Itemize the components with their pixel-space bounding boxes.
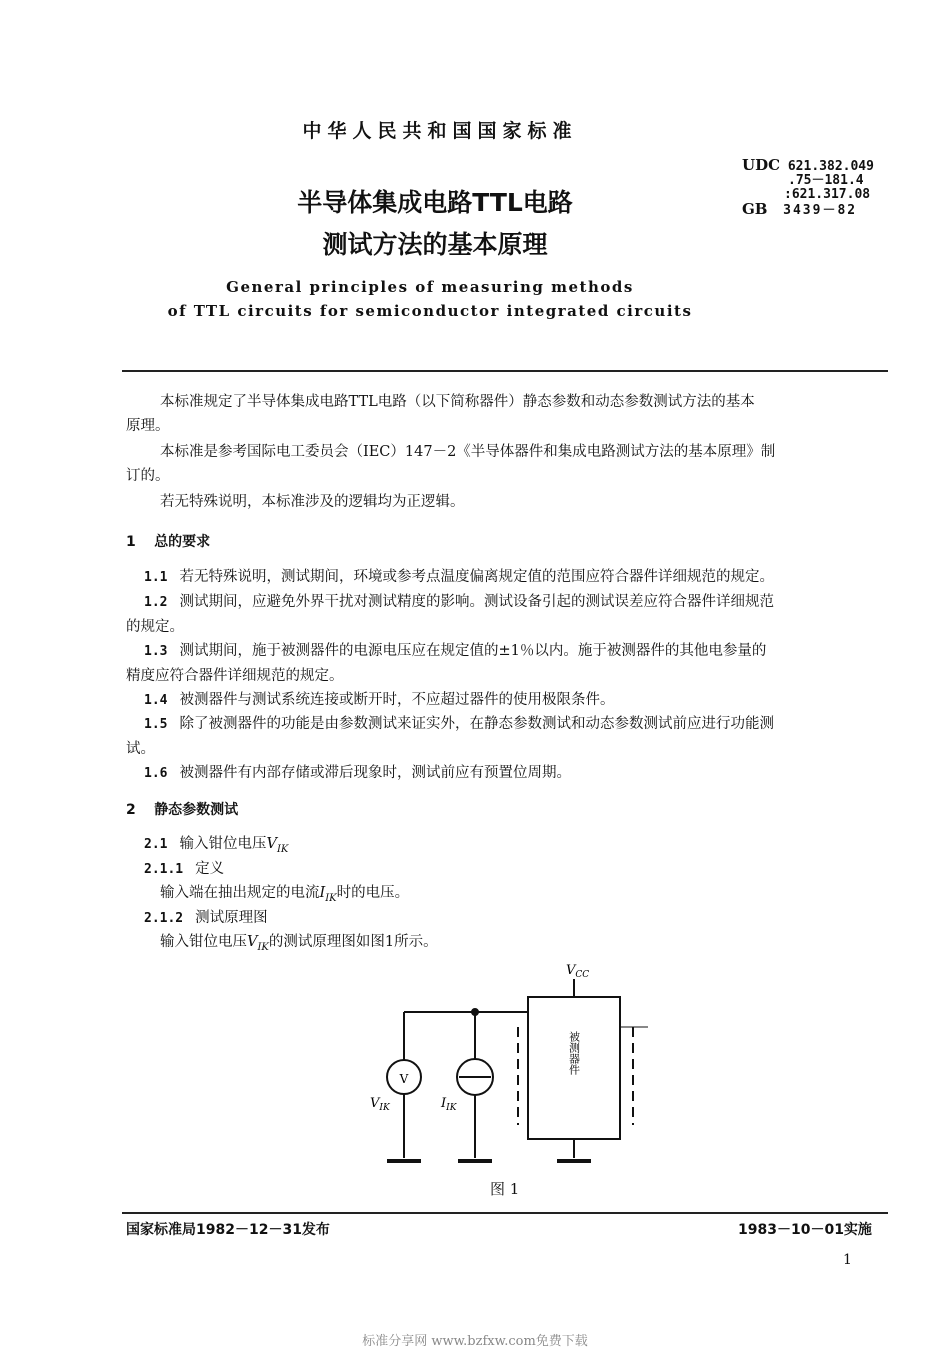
section-2-title: 静态参数测试 <box>154 802 239 818</box>
vcc-label <box>566 963 589 980</box>
vcc-sub: CC <box>575 970 590 980</box>
title-en-line2: of TTL circuits for semiconductor integrated circuits <box>167 302 693 320</box>
intro-paragraph-3 <box>126 490 886 514</box>
clause-line1 <box>126 590 886 615</box>
clause-2-1-2-title: 测试原理图 <box>195 910 268 926</box>
symbol-v: V <box>247 934 258 950</box>
issue-date: 国家标准局1982－12－31发布 <box>126 1222 330 1238</box>
national-standard-header: 中华人民共和国国家标准 <box>302 120 578 142</box>
effective-date: 1983－10－01实施 <box>738 1222 872 1238</box>
footer-rule <box>122 1212 888 1214</box>
udc-label: UDC <box>742 156 781 174</box>
clause-number: 1.4 <box>144 693 168 708</box>
title-cn-line2: 测试方法的基本原理 <box>322 230 548 259</box>
title-en-line1: General principles of measuring methods <box>226 278 634 296</box>
intro-p2-line2: 订的。 <box>126 468 170 484</box>
clause-line2: 精度应符合器件详细规范的规定。 <box>126 668 344 684</box>
iik-label <box>440 1096 458 1113</box>
intro-p1-line1: 本标准规定了半导体集成电路TTL电路（以下简称器件）静态参数和动态参数测试方法的基本 <box>160 394 755 410</box>
clause-line1 <box>126 712 886 737</box>
title-cn-line1: 半导体集成电路TTL电路 <box>297 188 573 217</box>
section-1-heading <box>126 530 886 554</box>
clause-line1 <box>126 565 886 590</box>
gb-label: GB <box>742 200 768 218</box>
clause-number: 1.1 <box>144 570 168 585</box>
iik-i: I <box>441 1096 447 1111</box>
clause-1-2 <box>126 590 886 639</box>
junction-dot <box>472 1009 478 1015</box>
clause-2-1-2-body-post: 的测试原理图如图1所示。 <box>268 934 438 950</box>
clause-1-4 <box>126 688 886 713</box>
clause-2-1-2-number: 2.1.2 <box>144 911 184 926</box>
clause-line2: 试。 <box>126 741 155 757</box>
clause-2-1-1 <box>126 857 904 882</box>
clause-2-1-number: 2.1 <box>144 837 168 852</box>
clause-text: 被测器件有内部存储或滞后现象时，测试前应有预置位周期。 <box>179 765 571 781</box>
symbol-sub: IK <box>276 843 289 855</box>
clause-number: 1.3 <box>144 644 168 659</box>
clause-2-1-1-body-post: 时的电压。 <box>336 885 410 901</box>
udc-line2: .75－181.4 <box>788 173 864 188</box>
clause-text: 除了被测器件的功能是由参数测试来证实外，在静态参数测试和动态参数测试前应进行功能测 <box>179 716 774 732</box>
symbol-i: I <box>319 885 326 901</box>
intro-paragraph-2 <box>126 440 886 488</box>
iik-sub: IK <box>446 1103 457 1113</box>
clause-2-1-1-body-pre: 输入端在抽出规定的电流 <box>160 885 320 901</box>
clause-text: 测试期间，施于被测器件的电源电压应在规定值的±1％以内。施于被测器件的其他电参量的 <box>179 643 767 659</box>
voltmeter-symbol: V <box>399 1072 409 1086</box>
symbol-v: V <box>266 836 277 852</box>
page-number: 1 <box>843 1252 852 1268</box>
section-2-number: 2 <box>126 802 136 818</box>
clause-line2: 的规定。 <box>126 619 184 635</box>
symbol-sub: IK <box>325 892 337 904</box>
clause-line1 <box>126 761 886 786</box>
clause-2-1-text: 输入钳位电压 <box>179 836 267 852</box>
clause-text: 测试期间，应避免外界干扰对测试精度的影响。测试设备引起的测试误差应符合器件详细规范 <box>179 594 774 610</box>
clause-2-1-1-number: 2.1.1 <box>144 862 184 877</box>
clause-2-1-1-title: 定义 <box>195 861 225 877</box>
symbol-sub: IK <box>257 941 269 953</box>
dut-label: 被测器件 <box>567 1031 581 1075</box>
clause-number: 1.5 <box>144 717 168 732</box>
clause-text: 被测器件与测试系统连接或断开时，不应超过器件的使用极限条件。 <box>179 692 615 708</box>
clause-2-1-2-body-pre: 输入钳位电压 <box>160 934 247 950</box>
header-rule <box>122 370 888 372</box>
vik-sub: IK <box>379 1103 390 1113</box>
vik-label <box>370 1096 391 1113</box>
intro-p3: 若无特殊说明，本标准涉及的逻辑均为正逻辑。 <box>160 494 465 510</box>
section-2-heading <box>126 798 886 822</box>
clause-text: 若无特殊说明，测试期间，环境或参考点温度偏离规定值的范围应符合器件详细规范的规定。 <box>179 569 774 585</box>
figure-1-circuit <box>0 955 950 1195</box>
watermark: 标准分享网 www.bzfxw.com免费下载 <box>362 1334 588 1349</box>
vik-v: V <box>370 1096 380 1111</box>
figure-1-caption: 图 1 <box>490 1180 520 1198</box>
clause-1-3 <box>126 639 886 688</box>
clause-line1 <box>126 639 886 664</box>
udc-line3: :621.317.08 <box>784 187 871 202</box>
section-1-title: 总的要求 <box>154 534 211 550</box>
clause-1-1 <box>126 565 886 590</box>
intro-paragraph-1 <box>126 390 886 438</box>
intro-p2-line1: 本标准是参考国际电工委员会（IEC）147－2《半导体器件和集成电路测试方法的基本原理》制 <box>160 444 776 460</box>
clause-line1 <box>126 688 886 713</box>
gb-number: 3439－82 <box>783 203 858 218</box>
clause-1-6 <box>126 761 886 786</box>
section-1-number: 1 <box>126 534 136 550</box>
udc-line1: 621.382.049 <box>787 159 874 174</box>
vcc-v: V <box>566 963 576 978</box>
clause-number: 1.2 <box>144 595 168 610</box>
clause-1-5 <box>126 712 886 761</box>
clause-number: 1.6 <box>144 766 168 781</box>
clause-2-1-2 <box>126 906 904 931</box>
intro-p1-line2: 原理。 <box>126 418 170 434</box>
